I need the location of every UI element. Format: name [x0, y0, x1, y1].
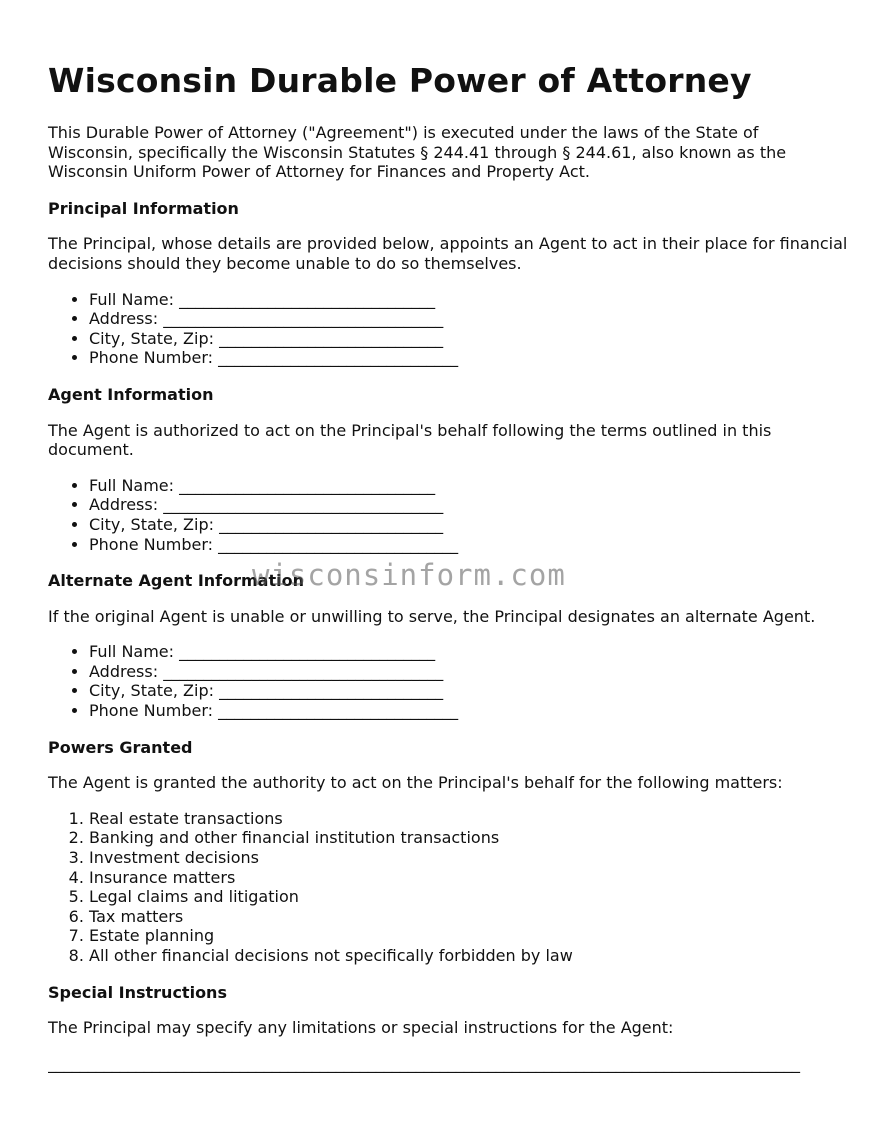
principal-address-field: • Address: ___________________________________: [89, 309, 848, 329]
principal-fields: [48, 290, 848, 368]
special-text: The Principal may specify any limitations or special instructions for the Agent:: [48, 1018, 674, 1038]
power-item: 8. All other financial decisions not specifically forbidden by law: [89, 946, 848, 966]
alternate-full-name-field: • Full Name: ________________________________: [89, 642, 848, 662]
agent-full-name-field: • Full Name: ________________________________: [89, 476, 848, 496]
principal-heading: Principal Information: [48, 198, 239, 218]
agent-text: The Agent is authorized to act on the Principal's behalf following the terms outlined in this document.: [48, 420, 772, 460]
document-title: Wisconsin Durable Power of Attorney: [48, 61, 752, 100]
special-heading: Special Instructions: [48, 982, 227, 1002]
agent-heading: Agent Information: [48, 384, 214, 404]
powers-list: [48, 809, 848, 966]
alternate-address-field: • Address: ___________________________________: [89, 662, 848, 682]
agent-phone-field: • Phone Number: ______________________________: [89, 535, 848, 555]
power-item: 7. Estate planning: [89, 926, 848, 946]
alternate-phone-field: • Phone Number: ______________________________: [89, 701, 848, 721]
power-item: 5. Legal claims and litigation: [89, 887, 848, 907]
power-item: 6. Tax matters: [89, 907, 848, 927]
alternate-fields: [48, 642, 848, 720]
powers-heading: Powers Granted: [48, 737, 193, 757]
alternate-text: If the original Agent is unable or unwilling to serve, the Principal designates an alternate Agent.: [48, 606, 816, 626]
power-item: 1. Real estate transactions: [89, 809, 848, 829]
agent-city-state-zip-field: • City, State, Zip: ____________________________: [89, 515, 848, 535]
principal-phone-field: • Phone Number: ______________________________: [89, 348, 848, 368]
alternate-city-state-zip-field: • City, State, Zip: ____________________________: [89, 681, 848, 701]
power-item: 3. Investment decisions: [89, 848, 848, 868]
watermark: wisconsinform.com: [252, 558, 566, 592]
special-instructions-line: ______________________________________________________________________________________________: [48, 1053, 800, 1073]
agent-address-field: • Address: ___________________________________: [89, 495, 848, 515]
principal-full-name-field: • Full Name: ________________________________: [89, 290, 848, 310]
power-item: 2. Banking and other financial institution transactions: [89, 828, 848, 848]
document-page: [48, 0, 848, 1073]
power-item: 4. Insurance matters: [89, 868, 848, 888]
alternate-heading: Alternate Agent Information: [48, 571, 304, 591]
intro-paragraph: This Durable Power of Attorney ("Agreement") is executed under the laws of the State of Wisconsin, specifically the Wisconsin Statutes § 244.41 through § 244.61, also known as the Wisconsin Uniform Power of Attorney for Finances and Property Act.: [48, 123, 787, 182]
agent-fields: [48, 476, 848, 554]
principal-city-state-zip-field: • City, State, Zip: ____________________________: [89, 329, 848, 349]
principal-text: The Principal, whose details are provided below, appoints an Agent to act in their place for financial decisions should they become unable to do so themselves.: [48, 234, 848, 273]
powers-text: The Agent is granted the authority to act on the Principal's behalf for the following matters:: [48, 773, 783, 793]
